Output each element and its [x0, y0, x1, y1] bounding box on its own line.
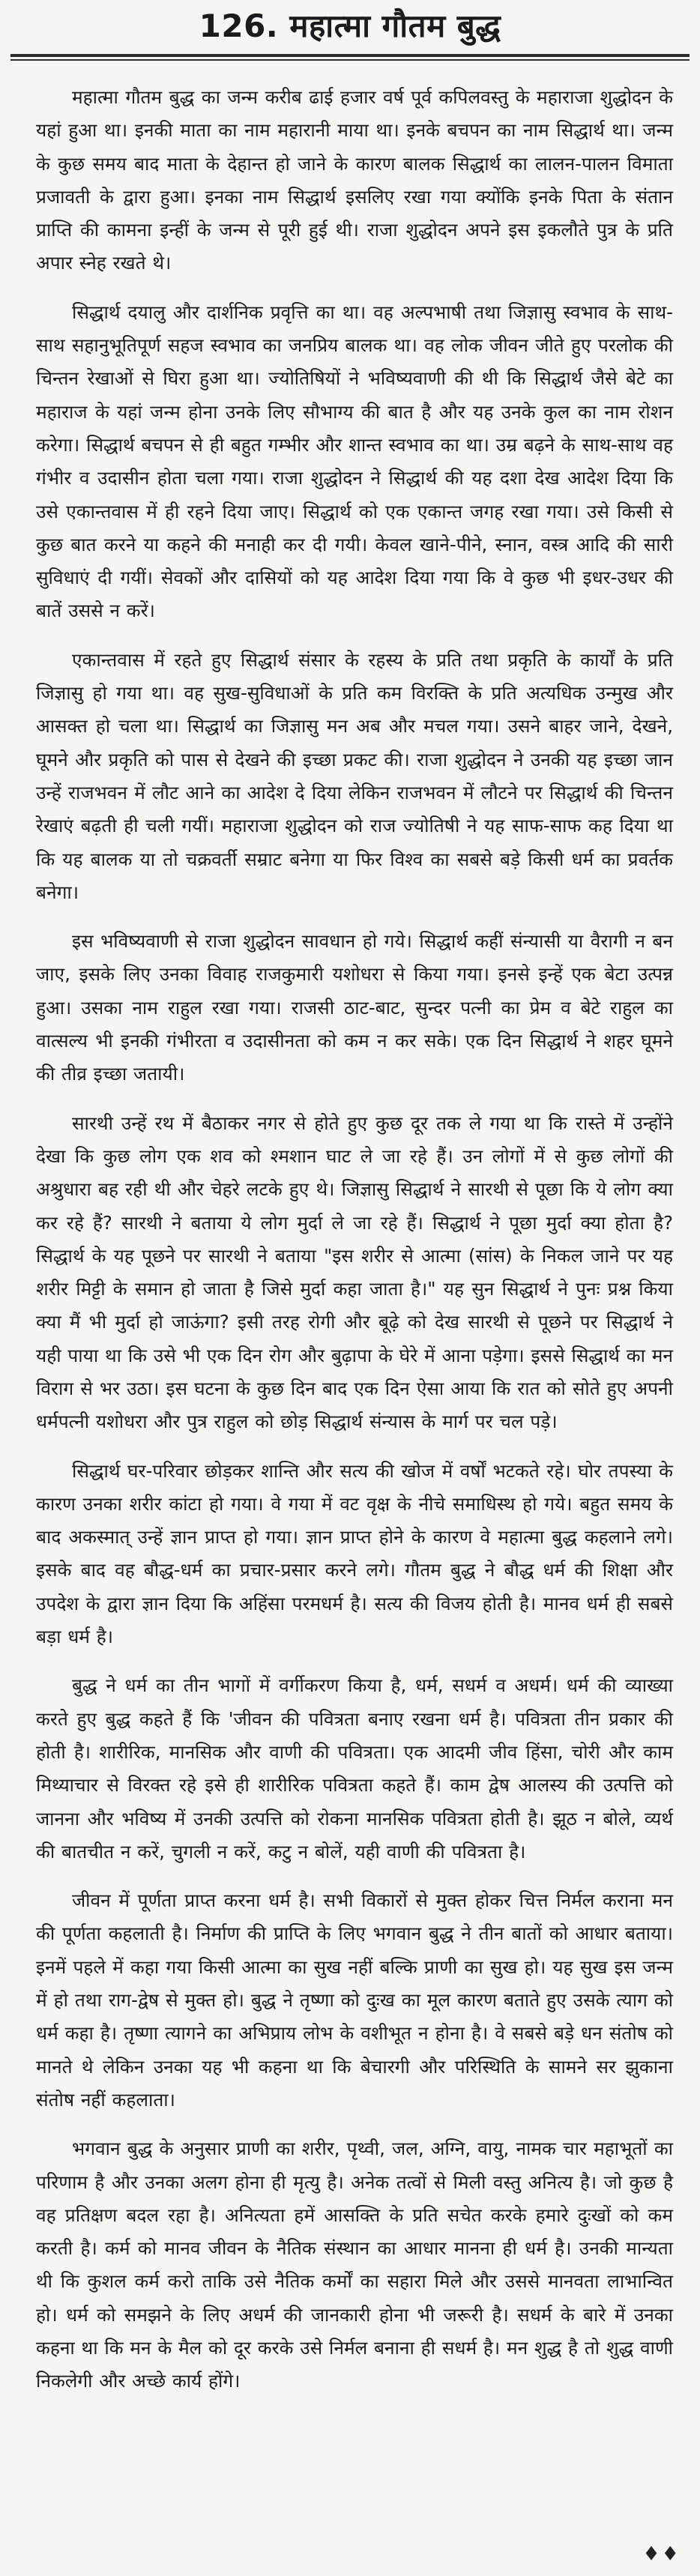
end-diamonds-icon: ♦♦ — [642, 2543, 681, 2566]
paragraph-marriage: इस भविष्यवाणी से राजा शुद्धोदन सावधान हो गये। सिद्धार्थ कहीं संन्यासी या वैरागी न बन जाए, इसके लिए उनका विवाह राजकुमारी यशोधरा से किया गया। इनसे इन्हें एक बेटा उत्पन्न हुआ। उसका नाम राहुल रखा गया। राजसी ठाट-बाट, सुन्दर पत्नी का प्रेम व बेटे राहुल का वात्सल्य भी इनकी गंभीरता व उदासीनता को कम न कर सके। एक दिन सिद्धार्थ ने शहर घूमने की तीव्र इच्छा जतायी। — [36, 930, 673, 1085]
paragraph-impermanence: भगवान बुद्ध के अनुसार प्राणी का शरीर, पृथ्वी, जल, अग्नि, वायु, नामक चार महाभूतों का परिणाम है और उनका अलग होना ही मृत्यु है। अनेक तत्वों से मिली वस्तु अनित्य है। जो कुछ है वह प्रतिक्षण बदल रहा है। अनित्यता हमें आसक्ति के प्रति सचेत करके हमारे दुःखों को कम करती है। कर्म को मानव जीवन के नैतिक संस्थान का आधार मानना ही धर्म है। उनकी मान्यता थी कि कुशल कर्म करो ताकि उसे नैतिक कर्मों का सहारा मिले और उससे मानवता लाभान्वित हो। धर्म को समझने के लिए अधर्म की जानकारी होना भी जरूरी है। सधर्म के बारे में उनका कहना था कि मन के मैल को दूर करके उसे निर्मल बनाना ही सधर्म है। मन शुद्ध है तो शुद्ध वाणी निकलेगी और अच्छे कार्य होंगे। — [36, 2138, 673, 2392]
paragraph-seclusion: एकान्तवास में रहते हुए सिद्धार्थ संसार के रहस्य के प्रति तथा प्रकृति के कार्यों के प्रति जिज्ञासु हो गया था। वह सुख-सुविधाओं के प्रति कम विरक्ति के प्रति अत्यधिक उन्मुख और आसक्त हो चला था। सिद्धार्थ का जिज्ञासु मन अब और मचल गया। उसने बाहर जाने, देखने, घूमने और प्रकृति को पास से देखने की इच्छा प्रकट की। राजा शुद्धोदन ने उनकी यह इच्छा जान उन्हें राजभवन में लौट आने का आदेश दे दिया लेकिन राजभवन में लौटने पर सिद्धार्थ की चिन्तन रेखाएं बढ़ती ही चली गयीं। महाराजा शुद्धोदन को राज ज्योतिषी ने यह साफ-साफ कह दिया था कि यह बालक या तो चक्रवर्ती सम्राट बनेगा या फिर विश्व का सबसे बड़े किसी धर्म का प्रवर्तक बनेगा। — [36, 648, 673, 903]
paragraph-perfection: जीवन में पूर्णता प्राप्त करना धर्म है। सभी विकारों से मुक्त होकर चित्त निर्मल कराना मन की पूर्णता कहलाती है। निर्माण की प्राप्ति के लिए भगवान बुद्ध ने तीन बातों को आधार बताया। इनमें पहले में कहा गया किसी आत्मा का सुख नहीं बल्कि प्राणी का सुख हो। यह सुख इस जन्म में हो तथा राग-द्वेष से मुक्त हो। बुद्ध ने तृष्णा को दुःख का मूल कारण बताते हुए उसके त्याग को धर्म कहा है। तृष्णा त्यागने का अभिप्राय लोभ के वशीभूत न होना है। वे सबसे बड़े धन संतोष को मानते थे लेकिन उनका यह भी कहना था कि बेचारगी और परिस्थिति के सामने सर झुकाना संतोष नहीं कहलाता। — [36, 1889, 673, 2111]
paragraph-enlightenment: सिद्धार्थ घर-परिवार छोड़कर शान्ति और सत्य की खोज में वर्षों भटकते रहे। घोर तपस्या के कारण उनका शरीर कांटा हो गया। वे गया में वट वृक्ष के नीचे समाधिस्थ हो गये। बहुत समय के बाद अकस्मात् उन्हें ज्ञान प्राप्त हो गया। ज्ञान प्राप्त होने के कारण वे महात्मा बुद्ध कहलाने लगे। इसके बाद वह बौद्ध-धर्म का प्रचार-प्रसार करने लगे। गौतम बुद्ध ने बौद्ध धर्म की शिक्षा और उपदेश के द्वारा ज्ञान दिया कि अहिंसा परमधर्म है। सत्य की विजय होती है। मानव धर्म ही सबसे बड़ा धर्म है। — [36, 1459, 673, 1648]
title-rule-thin — [10, 59, 690, 61]
paragraph-four-sights: सारथी उन्हें रथ में बैठाकर नगर से होते हुए कुछ दूर तक ले गया था कि रास्ते में उन्होंने देखा कि कुछ लोग एक शव को श्मशान घाट ले जा रहे हैं। उन लोगों में से कुछ लोगों की अश्रुधारा बह रही थी और चेहरे लटके हुए थे। जिज्ञासु सिद्धार्थ ने सारथी से पूछा कि ये लोग क्या कर रहे हैं? सारथी ने बताया ये लोग मुर्दा ले जा रहे हैं। सिद्धार्थ ने पूछा मुर्दा क्या होता है? सिद्धार्थ के यह पूछने पर सारथी ने बताया "इस शरीर से आत्मा (सांस) के निकल जाने पर यह शरीर मिट्टी के समान हो जाता है जिसे मुर्दा कहा जाता है।" यह सुन सिद्धार्थ ने पुनः प्रश्न किया क्या मैं भी मुर्दा हो जाऊंगा? इसी तरह रोगी और बूढ़े को देख सारथी से पूछने पर सिद्धार्थ ने यही पाया था कि उसे भी एक दिन रोग और बुढ़ापा के घेरे में आना पड़ेगा। इससे सिद्धार्थ का मन विराग से भर उठा। इस घटना के कुछ दिन बाद एक दिन ऐसा आया कि रात को सोते हुए अपनी धर्मपत्नी यशोधरा और पुत्र राहुल को छोड़ सिद्धार्थ संन्यास के मार्ग पर चल पड़े। — [36, 1111, 673, 1433]
article-body — [36, 81, 673, 2414]
paragraph-nature: सिद्धार्थ दयालु और दार्शनिक प्रवृत्ति का था। वह अल्पभाषी तथा जिज्ञासु स्वभाव के साथ-साथ सहानुभूतिपूर्ण सहज स्वभाव का जनप्रिय बालक था। वह लोक जीवन जीते हुए परलोक की चिन्तन रेखाओं से घिरा हुआ था। ज्योतिषियों ने भविष्यवाणी की थी कि सिद्धार्थ जैसे बेटे का महाराज के यहां जन्म होना उनके लिए सौभाग्य की बात है और यह उनके कुल का नाम रोशन करेगा। सिद्धार्थ बचपन से ही बहुत गम्भीर और शान्त स्वभाव का था। उम्र बढ़ने के साथ-साथ वह गंभीर व उदासीन होता चला गया। राजा शुद्धोदन ने सिद्धार्थ की यह दशा देख आदेश दिया कि उसे एकान्तवास में ही रहने दिया जाए। सिद्धार्थ को एक एकान्त जगह रखा गया। उसे किसी से कुछ बात करने या कहने की मनाही कर दी गयी। केवल खाने-पीने, स्नान, वस्त्र आदि की सारी सुविधाएं दी गयीं। सेवकों और दासियों को यह आदेश दिया गया कि वे कुछ भी इधर-उधर की बातें उससे न करें। — [36, 301, 673, 622]
paragraph-dharma: बुद्ध ने धर्म का तीन भागों में वर्गीकरण किया है, धर्म, सधर्म व अधर्म। धर्म की व्याख्या करते हुए बुद्ध कहते हैं कि 'जीवन की पवित्रता बनाए रखना धर्म है। पवित्रता तीन प्रकार की होती है। शारीरिक, मानसिक और वाणी की पवित्रता। एक आदमी जीव हिंसा, चोरी और काम मिथ्याचार से विरक्त रहे इसे ही शारीरिक पवित्रता कहते हैं। काम द्वेष आलस्य की उत्पत्ति को जानना और भविष्य में उनकी उत्पत्ति को रोकना मानसिक पवित्रता होती है। झूठ न बोले, व्यर्थ की बातचीत न करें, चुगली न करें, कटु न बोलें, यही वाणी की पवित्रता है। — [36, 1674, 673, 1862]
title-rule-thick — [10, 54, 690, 57]
page-title: 126. महात्मा गौतम बुद्ध — [199, 7, 501, 44]
paragraph-birth: महात्मा गौतम बुद्ध का जन्म करीब ढाई हजार वर्ष पूर्व कपिलवस्तु के महाराजा शुद्धोदन के यहां हुआ था। इनकी माता का नाम महारानी माया था। इनके बचपन का नाम सिद्धार्थ था। जन्म के कुछ समय बाद माता के देहान्त हो जाने के कारण बालक सिद्धार्थ का लालन-पालन विमाता प्रजावती के द्वारा हुआ। इनका नाम सिद्धार्थ इसलिए रखा गया क्योंकि इनके पिता के संतान प्राप्ति की कामना इन्हीं के जन्म से पूरी हुई थी। राजा शुद्धोदन अपने इस इकलौते पुत्र के प्रति अपार स्नेह रखते थे। — [36, 86, 673, 274]
